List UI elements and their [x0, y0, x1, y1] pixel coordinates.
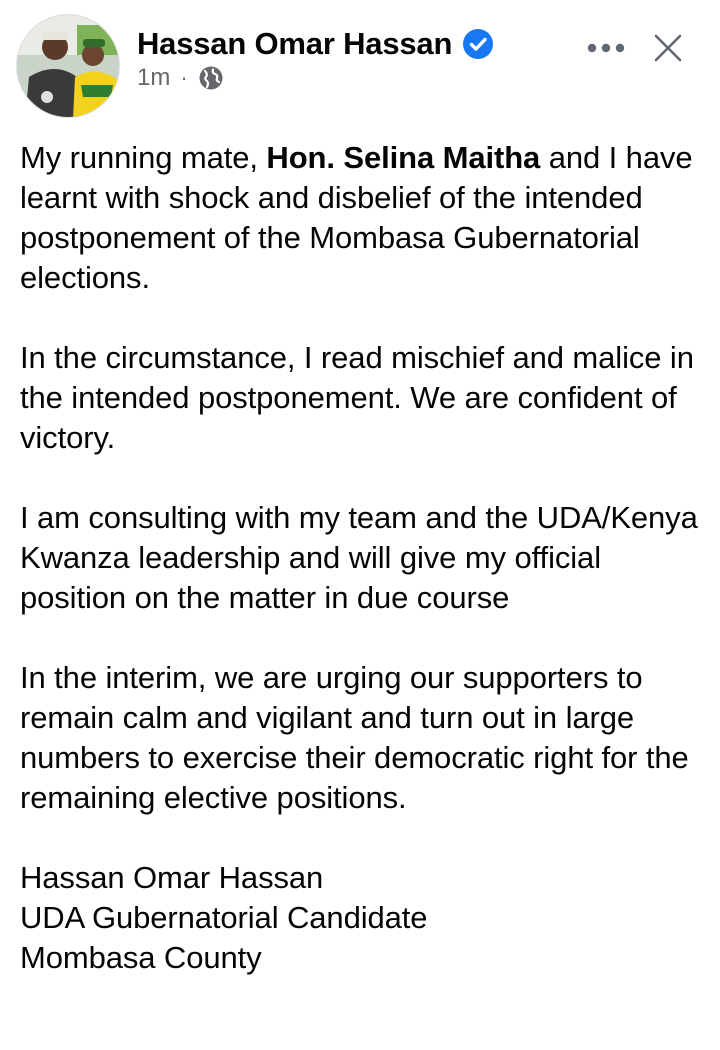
- signature-location: Mombasa County: [20, 940, 262, 975]
- post-signature: [20, 858, 710, 978]
- meta-separator: ·: [180, 65, 188, 90]
- post-paragraph-3: I am consulting with my team and the UDA/Kenya Kwanza leadership and will give my official position on the matter in due course: [20, 500, 698, 615]
- post-body: [20, 138, 710, 978]
- globe-icon[interactable]: [198, 65, 224, 91]
- post-meta: [137, 62, 224, 94]
- more-options-button[interactable]: [582, 28, 632, 68]
- author-name[interactable]: Hassan Omar Hassan: [137, 26, 453, 61]
- verified-badge-icon: [462, 28, 494, 60]
- signature-title: UDA Gubernatorial Candidate: [20, 900, 428, 935]
- post-timestamp[interactable]: 1m: [137, 64, 171, 91]
- post-paragraph-2: In the circumstance, I read mischief and malice in the intended postponement. We are confident of victory.: [20, 340, 694, 455]
- close-button[interactable]: [648, 26, 688, 70]
- close-icon: [654, 34, 682, 62]
- avatar-photo: [17, 15, 120, 118]
- post-paragraph-1: [20, 138, 710, 298]
- signature-name: Hassan Omar Hassan: [20, 860, 324, 895]
- post-header: [0, 0, 720, 130]
- post-text: My running mate,: [20, 140, 267, 175]
- avatar[interactable]: [16, 14, 120, 118]
- tagged-name: Hon. Selina Maitha: [266, 140, 541, 175]
- post-paragraph-4: In the interim, we are urging our supporters to remain calm and vigilant and turn out in large numbers to exercise their democratic right for the remaining elective positions.: [20, 660, 689, 815]
- author-row: [137, 22, 494, 66]
- more-options-icon: [587, 43, 627, 53]
- post-text: and I have learnt with shock and disbelief of the intended postponement of the Mombasa Gubernatorial elections.: [20, 140, 693, 295]
